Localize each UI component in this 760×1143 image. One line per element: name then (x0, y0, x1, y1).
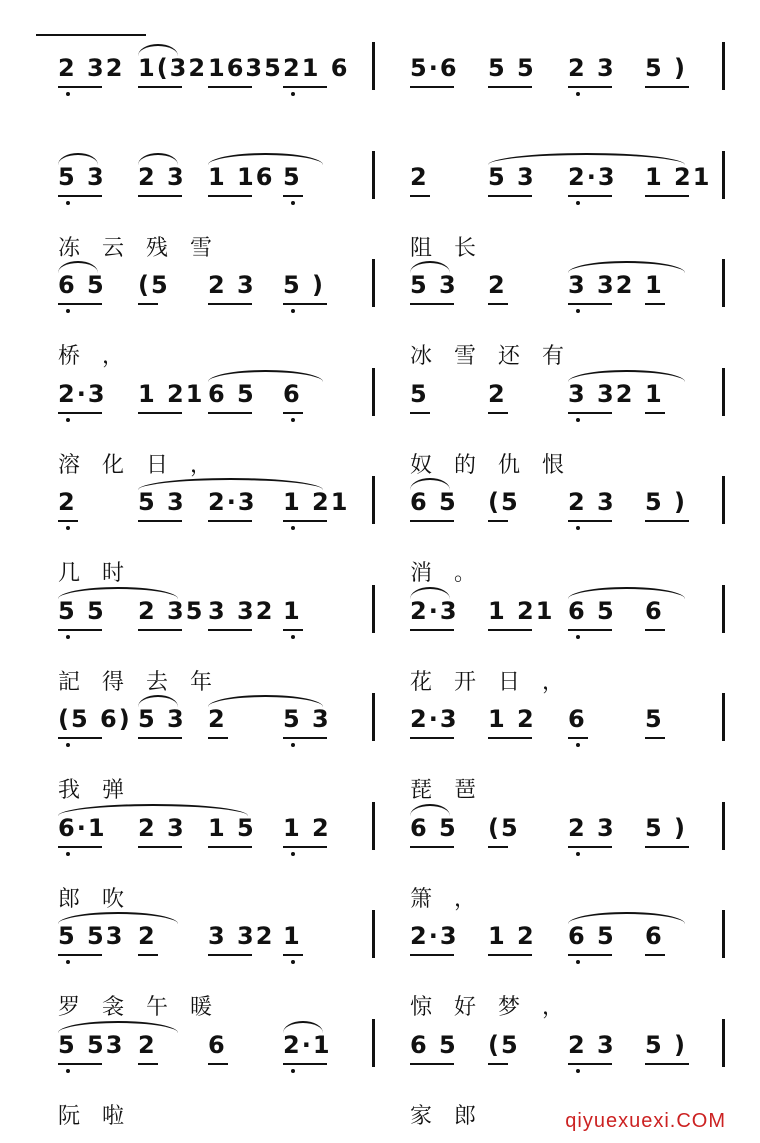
note-group: 1 21 (138, 379, 205, 408)
bar-line (372, 259, 375, 307)
note-group: 2 3 (568, 813, 616, 842)
beam-underline (283, 1063, 327, 1065)
octave-dot (576, 852, 580, 856)
beam-underline (208, 520, 252, 522)
note-group: 2 3 (138, 162, 186, 191)
beam-underline (58, 412, 102, 414)
beam-underline (208, 303, 252, 305)
octave-dot (576, 1069, 580, 1073)
beam-underline (645, 954, 665, 956)
notes-line (0, 595, 760, 635)
beam-underline (410, 195, 430, 197)
note-group: 2·3 (58, 379, 107, 408)
note-group: 1 2 (488, 922, 536, 950)
lyric-right: 箫， (410, 886, 499, 912)
beam-underline (410, 412, 430, 414)
beam-underline (488, 1063, 508, 1065)
notes-line (0, 378, 760, 418)
beam-underline (208, 1063, 228, 1065)
note-group: 5 3 (283, 705, 331, 733)
bar-line (722, 585, 725, 633)
beam-underline (488, 195, 532, 197)
beam-underline (645, 629, 665, 631)
note-group: 6 (283, 379, 302, 408)
beam-underline (58, 86, 102, 88)
note-group: 2·3 (410, 922, 459, 950)
notes-line (0, 269, 760, 309)
lyric-right: 家郎 (410, 1103, 499, 1129)
beam-underline (645, 737, 665, 739)
octave-dot (291, 526, 295, 530)
octave-dot (291, 309, 295, 313)
note-group: 2 (488, 271, 507, 299)
note-group: 6 (645, 922, 664, 950)
note-group: 3 32 (208, 922, 275, 950)
note-group: 5 53 (58, 1030, 125, 1059)
note-group: 1 21 (645, 162, 712, 191)
beam-underline (410, 1063, 454, 1065)
beam-underline (488, 303, 508, 305)
beam-underline (410, 520, 454, 522)
beam-underline (568, 954, 612, 956)
note-group: 5 ) (645, 813, 688, 842)
notes-line (0, 161, 760, 201)
beam-underline (283, 412, 303, 414)
beam-underline (138, 629, 182, 631)
beam-underline (208, 86, 252, 88)
octave-dot (66, 960, 70, 964)
note-group: 5 5 (488, 54, 536, 82)
bar-line (722, 42, 725, 90)
beam-underline (138, 846, 182, 848)
beam-underline (410, 629, 454, 631)
beam-underline (58, 737, 102, 739)
beam-underline (568, 1063, 612, 1065)
note-group: 1 2 (283, 813, 331, 842)
beam-underline (488, 846, 508, 848)
note-group: 6 5 (208, 379, 256, 408)
note-group: 2 3 (568, 54, 616, 82)
note-group: 6 5 (568, 922, 616, 950)
beam-underline (138, 737, 182, 739)
beam-underline (58, 195, 102, 197)
octave-dot (576, 309, 580, 313)
beam-underline (138, 520, 182, 522)
note-group: 5·6 (410, 54, 459, 82)
bar-line (372, 693, 375, 741)
note-group: 2 (138, 922, 157, 950)
beam-underline (568, 86, 612, 88)
beam-underline (58, 1063, 102, 1065)
beam-underline (645, 846, 689, 848)
lyric-left: 我弹 (58, 778, 147, 803)
octave-dot (576, 960, 580, 964)
octave-dot (576, 743, 580, 747)
lyric-left: 郎吹 (58, 886, 147, 912)
note-group: 1 21 (488, 596, 555, 625)
octave-dot (291, 92, 295, 96)
octave-dot (576, 526, 580, 530)
note-group: 21 6 (283, 54, 350, 82)
beam-underline (58, 520, 78, 522)
beam-underline (138, 303, 158, 305)
beam-underline (645, 520, 689, 522)
beam-underline (283, 86, 327, 88)
beam-underline (283, 846, 327, 848)
note-group: 1 (283, 922, 302, 950)
octave-dot (66, 309, 70, 313)
note-group: 3 32 (568, 271, 635, 299)
beam-underline (283, 520, 327, 522)
note-group: 1 16 (208, 162, 275, 191)
note-group: 5 ) (645, 488, 688, 516)
beam-underline (410, 846, 454, 848)
beam-underline (568, 737, 588, 739)
notes-line (0, 52, 760, 92)
bar-line (372, 42, 375, 90)
note-group: 2 (58, 488, 77, 516)
octave-dot (66, 526, 70, 530)
note-group: 2 3 (138, 813, 186, 842)
note-group: 1 21 (283, 488, 350, 516)
beam-underline (58, 954, 102, 956)
beam-underline (488, 86, 532, 88)
lyric-right: 消。 (410, 561, 499, 586)
note-group: (5 6) (58, 705, 132, 733)
note-group: 2 (488, 379, 507, 408)
beam-underline (488, 629, 532, 631)
bar-line (722, 151, 725, 199)
octave-dot (291, 852, 295, 856)
lyric-right: 琵琶 (410, 778, 499, 803)
bar-line (372, 585, 375, 633)
beam-underline (138, 412, 182, 414)
octave-dot (291, 201, 295, 205)
note-group: 2·1 (283, 1030, 332, 1059)
notes-line (0, 703, 760, 743)
note-group: 5 3 (488, 162, 536, 191)
note-group: 2 3 (568, 488, 616, 516)
bar-line (372, 476, 375, 524)
octave-dot (576, 418, 580, 422)
note-group: 1 (645, 271, 664, 299)
beam-underline (645, 412, 665, 414)
note-group: 2·3 (410, 596, 459, 625)
lyric-left: 冻云残雪 (58, 235, 235, 261)
note-group: 5 ) (283, 271, 326, 299)
lyric-left: 桥， (58, 344, 147, 369)
octave-dot (291, 743, 295, 747)
note-group: 6 5 (568, 596, 616, 625)
note-group: (5 (138, 271, 170, 299)
note-group: 2 (208, 705, 227, 733)
bar-line (722, 1019, 725, 1067)
note-group: 1(32 (138, 54, 208, 82)
beam-underline (488, 412, 508, 414)
beam-underline (208, 195, 252, 197)
note-group: (5 (488, 488, 520, 516)
bar-line (722, 476, 725, 524)
note-group: 5 3 (58, 162, 106, 191)
note-group: 5 ) (645, 54, 688, 82)
beam-underline (138, 86, 182, 88)
octave-dot (66, 201, 70, 205)
beam-underline (568, 303, 612, 305)
lyric-right: 奴的仇恨 (410, 452, 587, 478)
lyric-left: 溶化日， (58, 452, 235, 478)
octave-dot (66, 92, 70, 96)
lyric-right: 阻长 (410, 235, 499, 261)
beam-underline (283, 303, 327, 305)
beam-underline (645, 1063, 689, 1065)
octave-dot (291, 1069, 295, 1073)
note-group: 2 35 (138, 596, 205, 625)
beam-underline (568, 412, 612, 414)
beam-underline (410, 86, 454, 88)
beam-underline (645, 303, 665, 305)
note-group: 5 3 (138, 488, 186, 516)
bar-line (722, 259, 725, 307)
octave-dot (291, 960, 295, 964)
note-group: 6 (568, 705, 587, 733)
note-group: 5 3 (138, 705, 186, 733)
notes-line (0, 920, 760, 960)
octave-dot (576, 635, 580, 639)
note-group: 5 3 (410, 271, 458, 299)
notes-line (0, 1029, 760, 1069)
note-group: 1 5 (208, 813, 256, 842)
lyric-right: 惊好梦， (410, 995, 587, 1020)
beam-underline (58, 846, 102, 848)
beam-underline (208, 846, 252, 848)
bar-line (372, 1019, 375, 1067)
note-group: 5 5 (58, 596, 106, 625)
beam-underline (410, 737, 454, 739)
lyric-left: 阮啦 (58, 1103, 147, 1129)
note-group: 5 ) (645, 1030, 688, 1059)
note-group: 1 (645, 379, 664, 408)
beam-underline (208, 737, 228, 739)
lyric-left: 几时 (58, 561, 147, 586)
notes-line (0, 812, 760, 852)
lyric-right: 冰雪还有 (410, 344, 587, 369)
note-group: 6 5 (58, 271, 106, 299)
note-group: 2 3 (208, 271, 256, 299)
note-group: 2·3 (568, 162, 617, 191)
beam-underline (410, 303, 454, 305)
beam-underline (568, 520, 612, 522)
note-group: 3 32 (208, 596, 275, 625)
note-group: 2·3 (410, 705, 459, 733)
beam-underline (488, 520, 508, 522)
beam-underline (568, 846, 612, 848)
beam-underline (568, 195, 612, 197)
beam-underline (488, 954, 532, 956)
lyric-right: 花开日， (410, 669, 587, 695)
beam-underline (138, 195, 182, 197)
note-group: 2 (138, 1030, 157, 1059)
beam-underline (138, 954, 158, 956)
note-group: 6·1 (58, 813, 107, 842)
beam-underline (283, 629, 303, 631)
octave-dot (66, 418, 70, 422)
note-group: 5 (410, 379, 429, 408)
beam-underline (645, 86, 689, 88)
beam-underline (488, 737, 532, 739)
note-group: 5 (645, 705, 664, 733)
octave-dot (66, 635, 70, 639)
note-group: 1635 (208, 54, 283, 82)
octave-dot (66, 743, 70, 747)
bar-line (722, 693, 725, 741)
note-group: 6 5 (410, 1030, 458, 1059)
beam-underline (283, 737, 327, 739)
beam-underline (283, 195, 303, 197)
note-group: 6 5 (410, 813, 458, 842)
bar-line (372, 368, 375, 416)
octave-dot (66, 1069, 70, 1073)
beam-underline (58, 629, 102, 631)
bar-line (372, 151, 375, 199)
beam-underline (410, 954, 454, 956)
note-group: 2 32 (58, 54, 125, 82)
beam-underline (568, 629, 612, 631)
octave-dot (291, 418, 295, 422)
octave-dot (576, 92, 580, 96)
beam-underline (645, 195, 689, 197)
note-group: 2 (410, 162, 429, 191)
note-group: 3 32 (568, 379, 635, 408)
note-group: 2·3 (208, 488, 257, 516)
beam-underline (138, 1063, 158, 1065)
note-group: (5 (488, 1030, 520, 1059)
beam-underline (283, 954, 303, 956)
beam-underline (208, 954, 252, 956)
note-group: 6 5 (410, 488, 458, 516)
note-group: 2 3 (568, 1030, 616, 1059)
beam-underline (58, 303, 102, 305)
notes-line (0, 486, 760, 526)
note-group: 1 2 (488, 705, 536, 733)
note-group: (5 (488, 813, 520, 842)
lyric-left: 罗衾午暖 (58, 995, 235, 1020)
note-group: 5 (283, 162, 302, 191)
note-group: 5 53 (58, 922, 125, 950)
lyric-left: 記得去年 (58, 669, 235, 695)
note-group: 6 (645, 596, 664, 625)
octave-dot (66, 852, 70, 856)
bar-line (372, 910, 375, 958)
octave-dot (291, 635, 295, 639)
beam-underline (208, 412, 252, 414)
bar-line (372, 802, 375, 850)
site-watermark: qiyuexuexi.COM (565, 1110, 726, 1132)
lyrics-line (0, 12, 760, 48)
bar-line (722, 910, 725, 958)
note-group: 1 (283, 596, 302, 625)
bar-line (722, 802, 725, 850)
octave-dot (576, 201, 580, 205)
beam-underline (208, 629, 252, 631)
bar-line (722, 368, 725, 416)
note-group: 6 (208, 1030, 227, 1059)
